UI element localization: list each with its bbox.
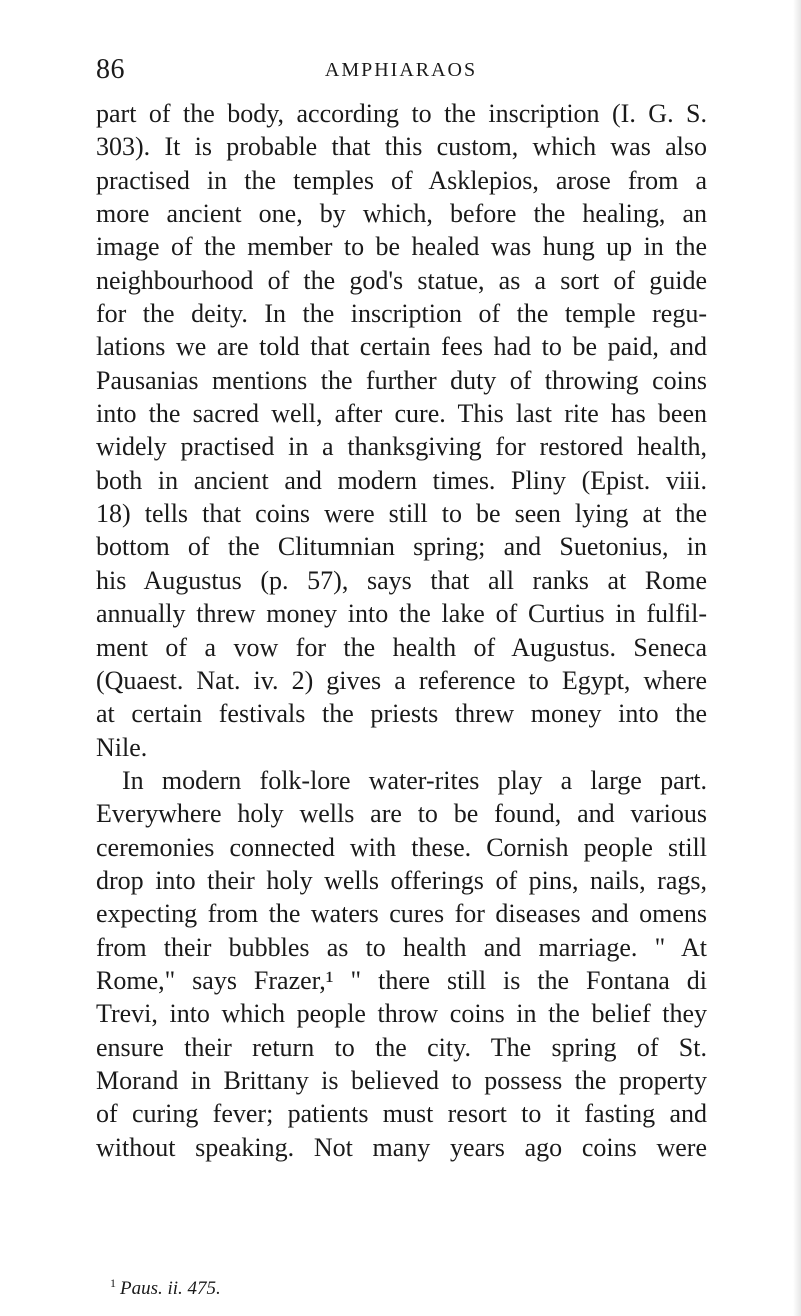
text-line: both in ancient and modern times. Pliny (Epist. viii. (96, 465, 707, 495)
text-line: lations we are told that certain fees had to be paid, and (96, 332, 707, 362)
text-line: neighbourhood of the god's statue, as a sort of guide (96, 265, 707, 295)
text-line: without speaking. Not many years ago coins were (96, 1132, 707, 1162)
text-line: annually threw money into the lake of Curtius in fulfil- (96, 599, 707, 629)
footnote (110, 1270, 221, 1302)
text-line: from their bubbles as to health and marriage. " At (96, 932, 707, 962)
text-line: practised in the temples of Asklepios, arose from a (96, 165, 707, 195)
text-line: more ancient one, by which, before the healing, an (96, 199, 707, 229)
running-title: AMPHIARAOS (324, 59, 478, 81)
text-line: part of the body, according to the inscription (I. G. S. (96, 99, 707, 128)
text-line: Morand in Brittany is believed to possess the property (96, 1065, 707, 1095)
text-line: expecting from the waters cures for diseases and omens (96, 899, 707, 929)
text-line: 18) tells that coins were still to be seen lying at the (96, 499, 707, 529)
text-line: In modern folk-lore water-rites play a large part. (122, 765, 707, 795)
text-line: image of the member to be healed was hung up in the (96, 232, 707, 262)
text-line: at certain festivals the priests threw money into the (96, 699, 707, 729)
text-line: ensure their return to the city. The spring of St. (96, 1032, 707, 1062)
footnote-marker: 1 (110, 1276, 116, 1290)
text-line: Everywhere holy wells are to be found, and various (96, 799, 707, 829)
text-line: ment of a vow for the health of Augustus. Seneca (96, 632, 707, 662)
page-number: 86 (96, 54, 125, 85)
text-line: 303). It is probable that this custom, which was also (96, 132, 707, 162)
text-line: drop into their holy wells offerings of pins, nails, rags, (96, 865, 707, 895)
text-line: Rome," says Frazer,¹ " there still is the Fontana di (96, 965, 707, 995)
text-line: his Augustus (p. 57), says that all ranks at Rome (96, 565, 707, 595)
text-line: bottom of the Clitumnian spring; and Suetonius, in (96, 532, 707, 562)
text-line: Pausanias mentions the further duty of throwing coins (96, 365, 707, 395)
text-line: into the sacred well, after cure. This last rite has been (96, 399, 707, 429)
body-text (96, 97, 707, 1164)
text-line: of curing fever; patients must resort to it fasting and (96, 1099, 707, 1129)
text-line: widely practised in a thanksgiving for restored health, (96, 432, 707, 462)
text-line: (Quaest. Nat. iv. 2) gives a reference to Egypt, where (96, 665, 707, 695)
text-line: ceremonies connected with these. Cornish people still (96, 832, 707, 862)
footnote-text: Paus. ii. 475. (120, 1278, 221, 1299)
text-line: Trevi, into which people throw coins in the belief they (96, 999, 707, 1029)
text-line: Nile. (96, 732, 148, 762)
page-edge-shadow (793, 0, 801, 1316)
page-header (96, 52, 706, 92)
text-line: for the deity. In the inscription of the temple regu- (96, 299, 707, 329)
